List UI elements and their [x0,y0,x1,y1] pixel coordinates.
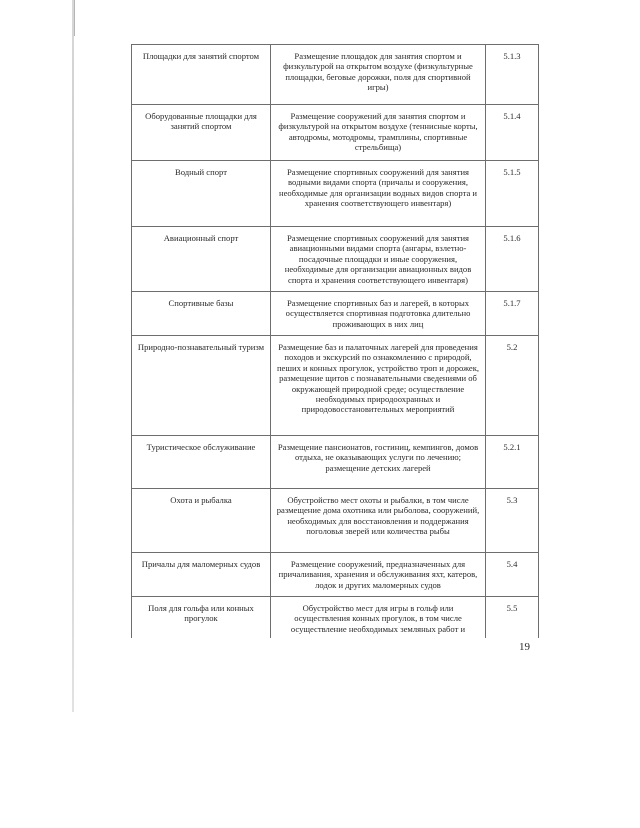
table-row [132,489,539,553]
row-description: Обустройство мест для игры в гольф или осуществления конных прогулок, в том числе осуществление необходимых земляных работ и [271,597,486,638]
row-description: Размещение сооружений для занятия спортом и физкультурой на открытом воздухе (теннисные корты, автодромы, мотодромы, трамплины, спортивные стрельбища) [271,105,486,161]
row-code: 5.1.5 [486,161,539,227]
row-description: Размещение пансионатов, гостиниц, кемпингов, домов отдыха, не оказывающих услуги по лечению; размещение детских лагерей [271,436,486,489]
row-code: 5.5 [486,597,539,638]
row-name: Водный спорт [132,161,271,227]
table-row [132,161,539,227]
row-name: Авиационный спорт [132,227,271,292]
table-row [132,227,539,292]
row-name: Охота и рыбалка [132,489,271,553]
row-code: 5.1.3 [486,45,539,105]
table-row [132,105,539,161]
row-code: 5.1.6 [486,227,539,292]
row-code: 5.2 [486,336,539,436]
table-row [132,553,539,597]
page-number: 19 [519,641,530,653]
row-code: 5.4 [486,553,539,597]
row-description: Обустройство мест охоты и рыбалки, в том числе размещение дома охотника или рыболова, сооружений, необходимых для восстановления и поддержания поголовья зверей или количества рыбы [271,489,486,553]
table-row [132,597,539,638]
row-description: Размещение площадок для занятия спортом и физкультурой на открытом воздухе (физкультурные площадки, беговые дорожки, поля для спортивной игры) [271,45,486,105]
row-description: Размещение спортивных баз и лагерей, в которых осуществляется спортивная подготовка длительно проживающих в них лиц [271,292,486,336]
row-code: 5.1.7 [486,292,539,336]
land-use-table [131,44,539,638]
table-row [132,292,539,336]
row-name: Оборудованные площадки для занятий спортом [132,105,271,161]
row-name: Причалы для маломерных судов [132,553,271,597]
row-code: 5.1.4 [486,105,539,161]
row-name: Поля для гольфа или конных прогулок [132,597,271,638]
row-description: Размещение сооружений, предназначенных для причаливания, хранения и обслуживания яхт, катеров, лодок и других маломерных судов [271,553,486,597]
table-row [132,45,539,105]
row-description: Размещение спортивных сооружений для занятия авиационными видами спорта (ангары, взлетно-посадочные площадки и иные сооружения, необходимые для организации авиационных видов спорта и хранения соответствующего инвентаря) [271,227,486,292]
row-name: Туристическое обслуживание [132,436,271,489]
row-description: Размещение баз и палаточных лагерей для проведения походов и экскурсий по ознакомлению с природой, пеших и конных прогулок, устройство троп и дорожек, размещение щитов с познавательными сведениями об окружающей природной среде; осуществление необходимых природоохранных и природовосстановительных мероприятий [271,336,486,436]
scan-edge-line [72,0,74,712]
row-name: Спортивные базы [132,292,271,336]
table-row [132,436,539,489]
table-row [132,336,539,436]
row-name: Площадки для занятий спортом [132,45,271,105]
row-code: 5.3 [486,489,539,553]
row-name: Природно-познавательный туризм [132,336,271,436]
row-description: Размещение спортивных сооружений для занятия водными видами спорта (причалы и сооружения, необходимые для организации водных видов спорта и хранения соответствующего инвентаря) [271,161,486,227]
row-code: 5.2.1 [486,436,539,489]
